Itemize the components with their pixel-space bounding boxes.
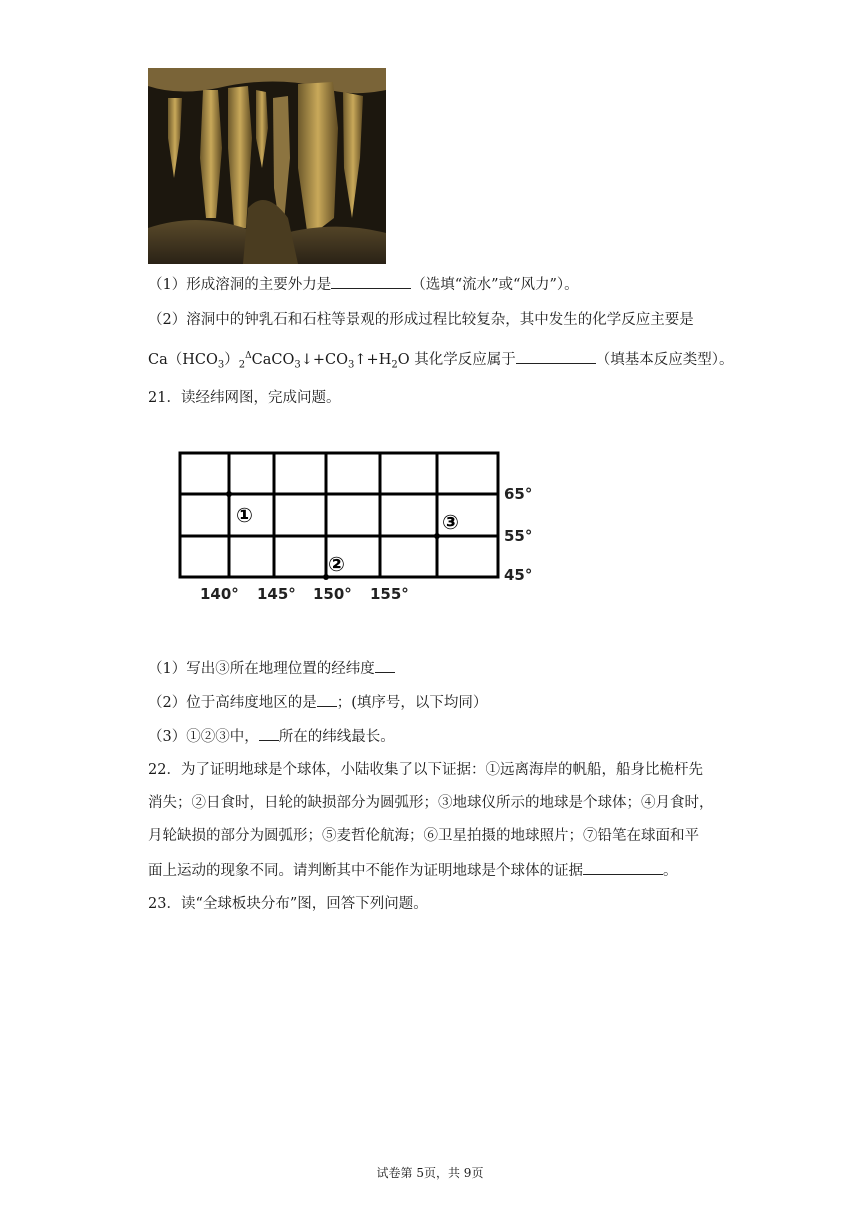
q22-line4-suffix: 。	[663, 863, 678, 879]
q22-line1: 22．为了证明地球是个球体，小陆收集了以下证据：①远离海岸的帆船，船身比桅杆先	[148, 762, 703, 778]
point-3-dot	[434, 533, 440, 539]
formula-text: O	[397, 351, 410, 368]
q21-sub2-prefix: （2）位于高纬度地区的是	[148, 695, 317, 711]
q20-sub1	[148, 274, 579, 295]
q20-sub1-prefix: （1）形成溶洞的主要外力是	[148, 277, 332, 293]
lat-long-grid-diagram	[170, 445, 550, 615]
lat-label-45: 45°	[504, 566, 533, 584]
answer-blank[interactable]	[375, 658, 395, 673]
cave-stalactite-photo	[148, 68, 386, 264]
q21-sub3-prefix: （3）①②③中，	[148, 729, 259, 745]
q22-line4	[148, 860, 678, 881]
answer-blank[interactable]	[516, 349, 596, 364]
q21-sub3-suffix: 所在的纬线最长。	[278, 729, 395, 745]
formula-text: CaCO	[251, 351, 295, 368]
lon-label-155: 155°	[370, 585, 409, 603]
page-footer: 试卷第 5页，共 9页	[376, 1166, 484, 1180]
subscript: 3	[217, 359, 225, 371]
q22-line4-prefix: 面上运动的现象不同。请判断其中不能作为证明地球是个球体的证据	[148, 863, 583, 879]
q21-sub2	[148, 692, 487, 713]
q20-sub2-suffix: （填基本反应类型）。	[595, 351, 734, 368]
q21-sub2-suffix: ；(填序号，以下均同）	[336, 695, 488, 711]
subscript: 2	[391, 359, 398, 371]
point-2-label: ②	[328, 552, 345, 576]
lat-label-65: 65°	[504, 485, 533, 503]
q23-title: 23．读“全球板块分布”图，回答下列问题。	[148, 896, 428, 912]
q21-sub3	[148, 726, 395, 747]
lon-label-145: 145°	[257, 585, 296, 603]
answer-blank[interactable]	[317, 692, 337, 707]
point-3-label: ③	[442, 510, 459, 534]
answer-blank[interactable]	[583, 860, 663, 875]
point-1-label: ①	[236, 503, 253, 527]
formula-text: ）	[224, 351, 239, 368]
q21-title: 21．读经纬网图，完成问题。	[148, 390, 341, 406]
subscript: 3	[348, 359, 355, 371]
heat-symbol: Δ	[245, 351, 252, 361]
q22-line3: 月轮缺损的部分为圆弧形；⑤麦哲伦航海；⑥卫星拍摄的地球照片；⑦铅笔在球面和平	[148, 828, 699, 844]
q20-sub1-suffix: （选填“流水”或“风力”）。	[411, 277, 579, 293]
lat-label-55: 55°	[504, 527, 533, 545]
q21-sub1	[148, 658, 395, 679]
subscript: 3	[294, 359, 301, 371]
lon-label-150: 150°	[313, 585, 352, 603]
subscript: 2	[238, 359, 246, 371]
answer-blank[interactable]	[259, 726, 279, 741]
q20-sub2-line1: （2）溶洞中的钟乳石和石柱等景观的形成过程比较复杂，其中发生的化学反应主要是	[148, 312, 694, 328]
q20-sub2-equation	[148, 346, 733, 376]
q21-sub1-prefix: （1）写出③所在地理位置的经纬度	[148, 661, 375, 677]
q22-line2: 消失；②日食时，日轮的缺损部分为圆弧形；③地球仪所示的地球是个球体；④月食时，	[148, 795, 714, 811]
point-1-dot	[226, 491, 232, 497]
answer-blank[interactable]	[331, 274, 411, 289]
lon-label-140: 140°	[200, 585, 239, 603]
formula-text: ↑+H	[354, 351, 392, 368]
formula-text: ↓+CO	[300, 351, 349, 368]
formula-text: Ca（HCO	[148, 351, 218, 368]
q20-sub2-prefix: 其化学反应属于	[409, 351, 516, 368]
